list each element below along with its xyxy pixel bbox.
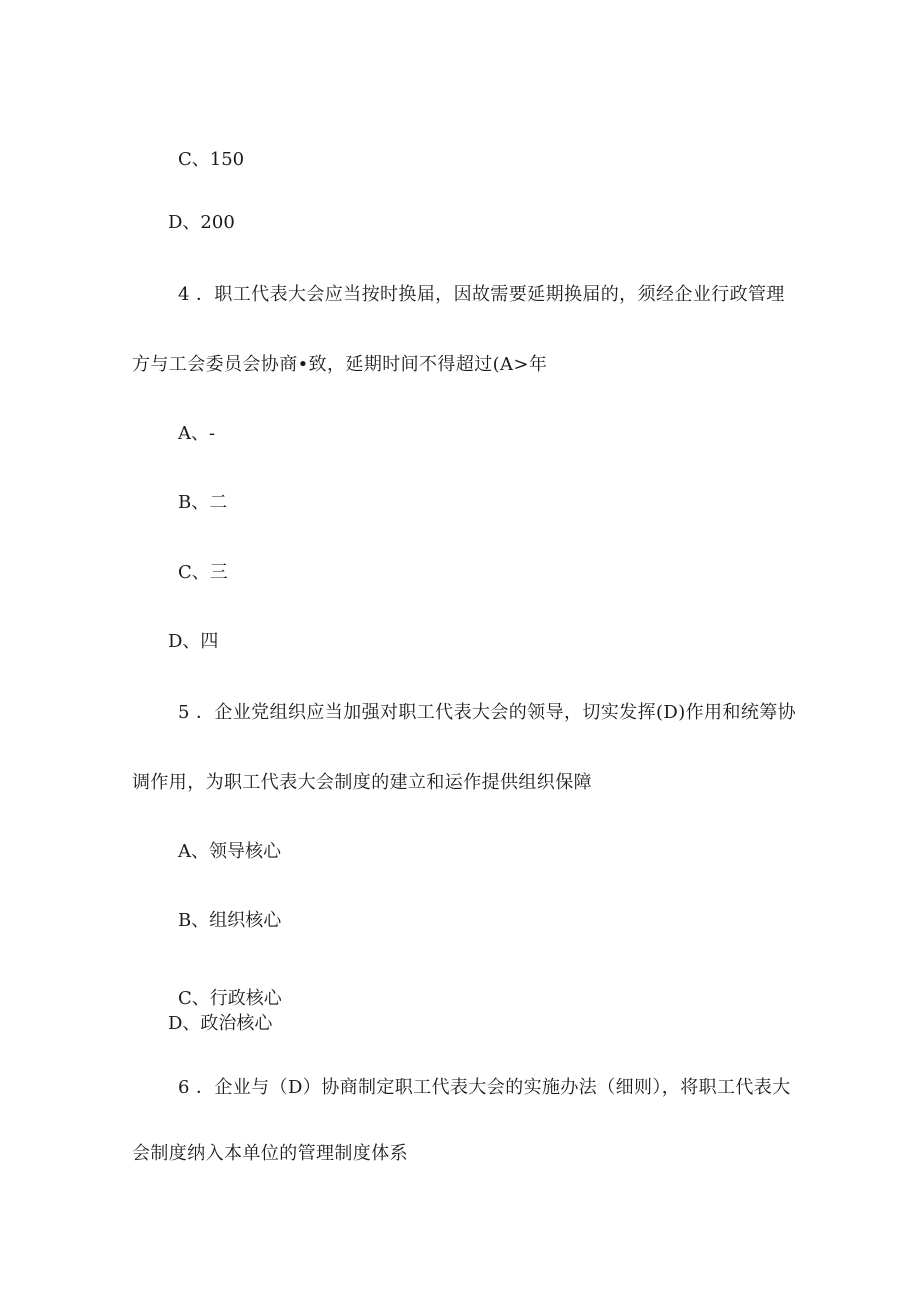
q6-question-line1: 6 ．企业与（D）协商制定职工代表大会的实施办法（细则），将职工代表大 xyxy=(178,1077,791,1098)
q4-option-b: B、二 xyxy=(178,492,228,513)
q5-option-d: D、政治核心 xyxy=(168,1013,273,1034)
q4-question-line1: 4 ．职工代表大会应当按时换届，因故需要延期换届的，须经企业行政管理 xyxy=(178,284,785,305)
q4-option-a: A、- xyxy=(178,423,216,444)
q5-option-a: A、领导核心 xyxy=(178,841,281,862)
q5-option-b: B、组织核心 xyxy=(178,910,282,931)
q5-question-line2: 调作用，为职工代表大会制度的建立和运作提供组织保障 xyxy=(132,772,592,793)
q3-option-c: C、150 xyxy=(178,149,245,170)
q4-question-line2: 方与工会委员会协商•致，延期时间不得超过(A>年 xyxy=(132,354,548,375)
q3-option-d: D、200 xyxy=(168,212,235,233)
q5-question-line1: 5 ．企业党组织应当加强对职工代表大会的领导，切实发挥(D)作用和统筹协 xyxy=(178,702,797,723)
q4-option-c: C、三 xyxy=(178,562,228,583)
q6-question-line2: 会制度纳入本单位的管理制度体系 xyxy=(132,1143,408,1164)
q4-option-d: D、四 xyxy=(168,631,219,652)
q5-option-c: C、行政核心 xyxy=(178,988,282,1009)
